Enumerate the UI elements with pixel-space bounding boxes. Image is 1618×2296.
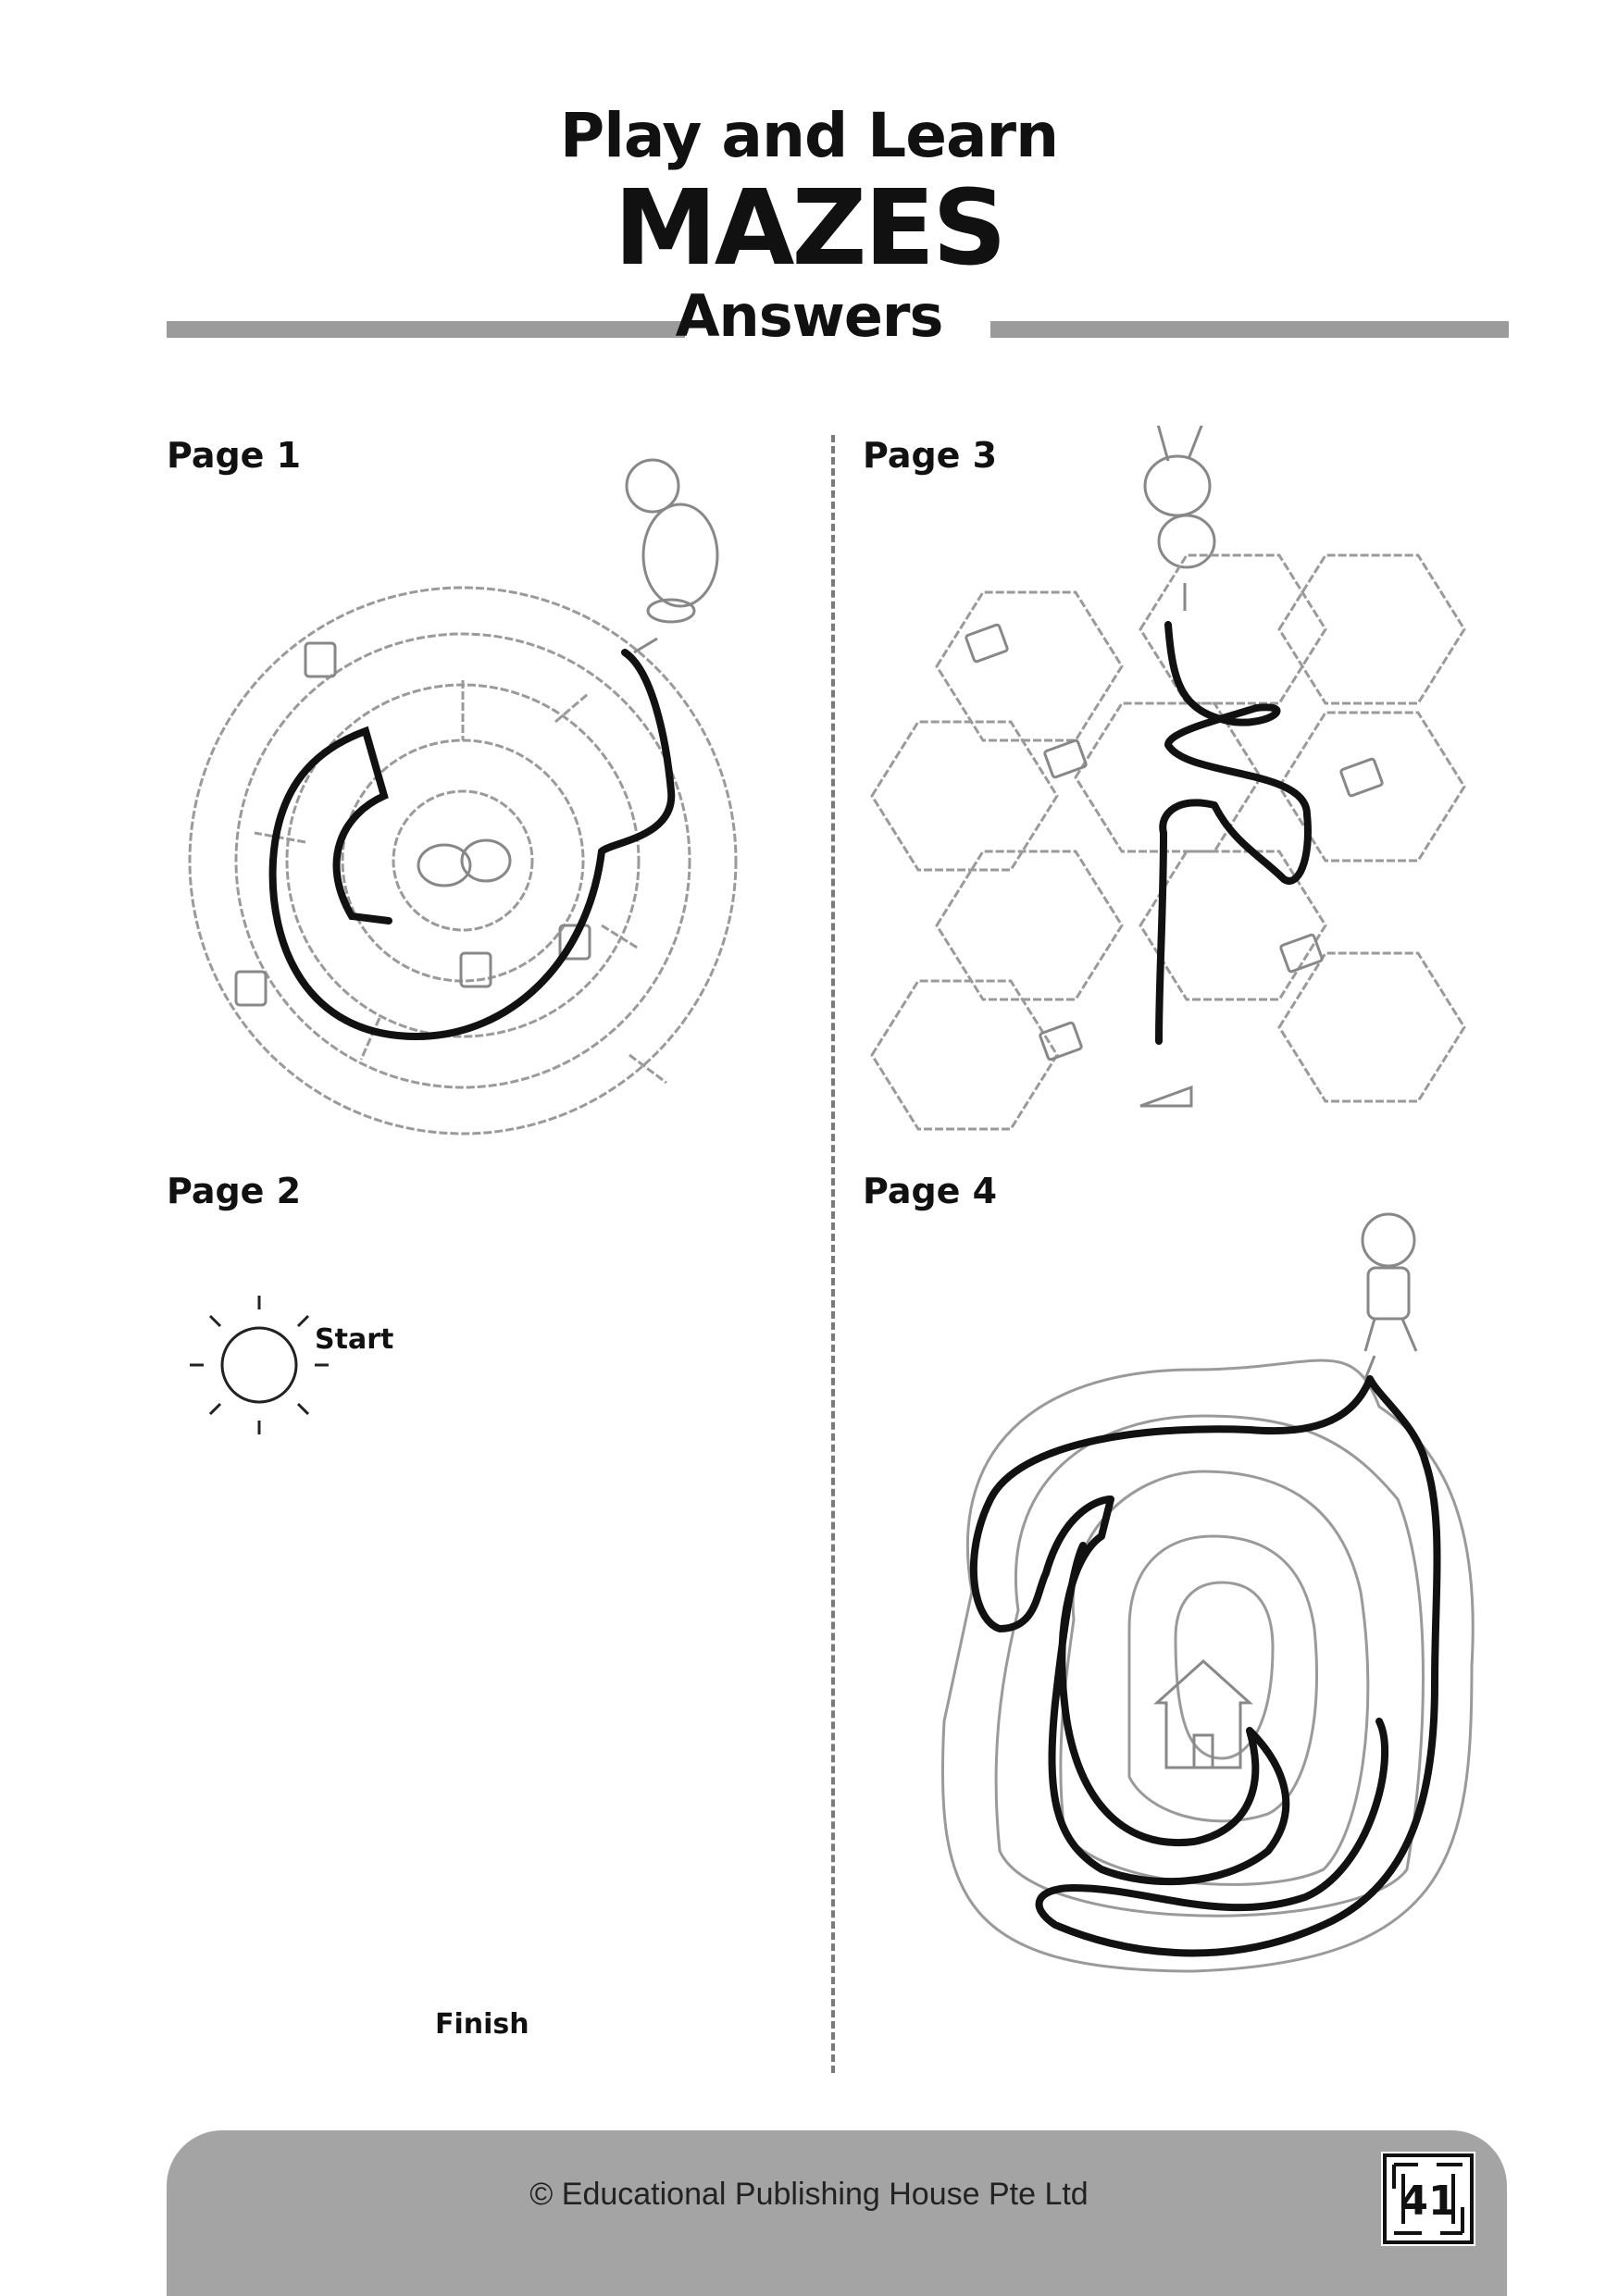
maze-page-3 [863, 426, 1511, 1148]
column-divider [831, 435, 835, 2073]
stones-icon [418, 840, 510, 886]
copyright-text: © Educational Publishing House Pte Ltd [529, 2177, 1089, 2212]
header-rule-right [990, 321, 1509, 338]
panel-label-page-2: Page 2 [167, 1171, 302, 1211]
carrot-icon [1140, 1087, 1191, 1106]
bear-icon [627, 460, 717, 622]
header-title: MAZES [614, 168, 1004, 289]
solution-path [1159, 625, 1308, 1041]
panel-label-page-4: Page 4 [863, 1171, 998, 1211]
finish-label: Finish [435, 2008, 529, 2041]
panel-label-page-3: Page 3 [863, 435, 998, 476]
header-subtitle: Play and Learn [559, 100, 1059, 171]
section-title: Answers [675, 282, 943, 350]
maze-page-1 [167, 444, 778, 1157]
page-number-badge [1381, 2152, 1475, 2246]
book-icon [965, 624, 1383, 1060]
start-label: Start [315, 1323, 394, 1356]
sun-icon [190, 1296, 329, 1434]
panel-label-page-1: Page 1 [167, 435, 302, 476]
start-arrow-icon [634, 639, 657, 652]
rabbit-icon [1145, 426, 1214, 567]
maze-page-2 [167, 1231, 815, 2064]
footer-bar [167, 2130, 1507, 2296]
boy-icon [1363, 1214, 1416, 1351]
page-number: 41 [1400, 2178, 1457, 2225]
maze-page-4 [916, 1203, 1490, 2054]
